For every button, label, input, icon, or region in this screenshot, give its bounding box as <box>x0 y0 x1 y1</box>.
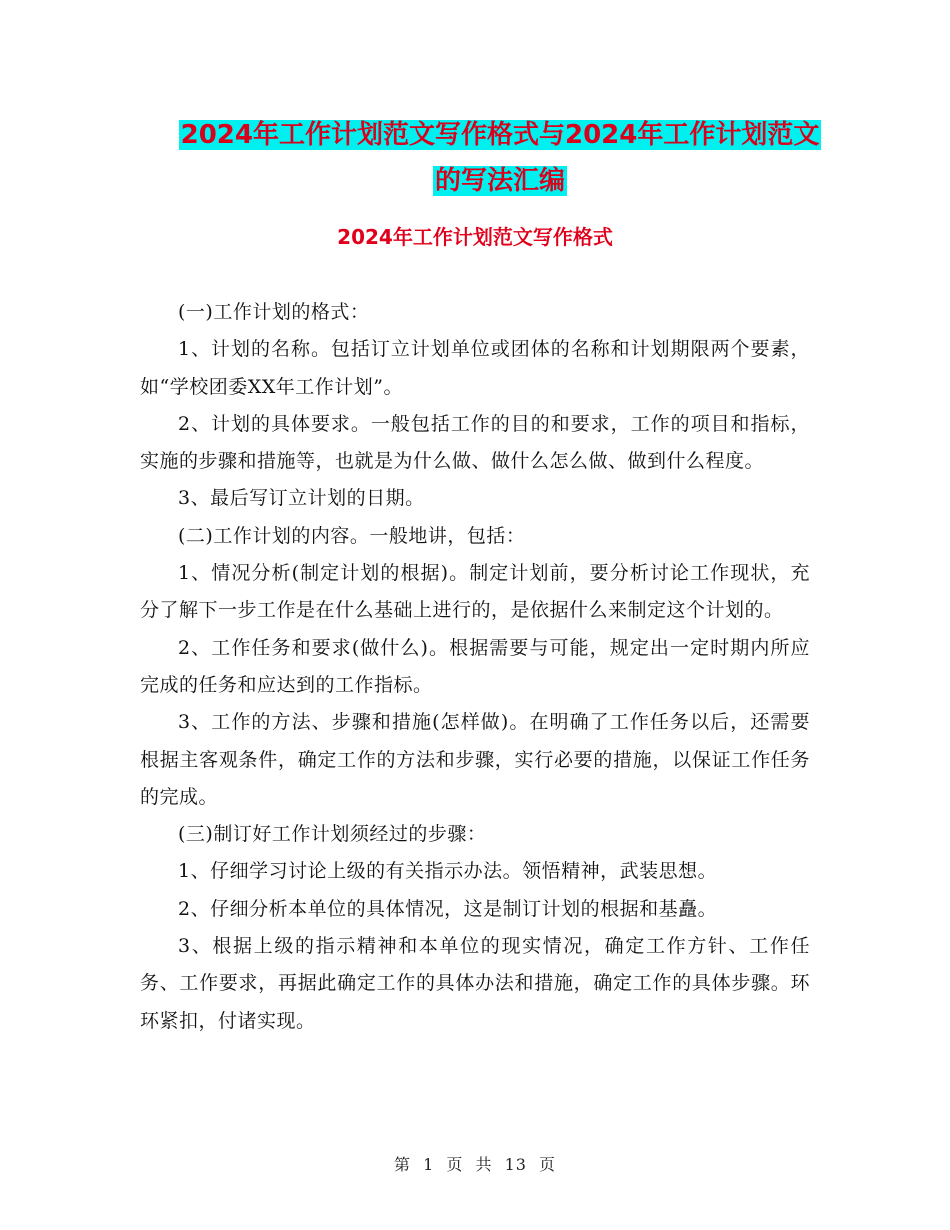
paragraph: (三)制订好工作计划须经过的步骤： <box>178 823 487 846</box>
paragraph: 2、仔细分析本单位的具体情况，这是制订计划的根据和基矗。 <box>178 897 718 920</box>
paragraph: 1、仔细学习讨论上级的有关指示办法。领悟精神，武装思想。 <box>178 860 718 883</box>
document-title <box>140 112 860 204</box>
paragraph: 2、工作任务和要求(做什么)。根据需要与可能，规定出一定时期内所应完成的任务和应达到的工作指标。 <box>140 636 810 696</box>
paragraph: 3、最后写订立计划的日期。 <box>178 487 425 510</box>
paragraph: 2、计划的具体要求。一般包括工作的目的和要求，工作的项目和指标，实施的步骤和措施等，也就是为什么做、做什么怎么做、做到什么程度。 <box>140 412 810 473</box>
paragraph: 3、根据上级的指示精神和本单位的现实情况，确定工作方针、工作任务、工作要求，再据此确定工作的具体办法和措施，确定工作的具体步骤。环环紧扣，付诸实现。 <box>140 935 810 1032</box>
paragraph: 1、计划的名称。包括订立计划单位或团体的名称和计划期限两个要素，如“学校团委XX年工作计划”。 <box>140 338 810 398</box>
paragraph: (二)工作计划的内容。一般地讲，包括： <box>178 524 526 547</box>
title-line-2: 的写法汇编 <box>434 166 565 196</box>
paragraph: (一)工作计划的格式： <box>178 301 370 323</box>
document-body <box>140 294 810 1040</box>
footer-total-pages: 13 <box>504 1155 527 1174</box>
page-footer <box>0 1154 950 1176</box>
footer-total-word: 共 <box>475 1155 493 1174</box>
footer-prefix: 第 <box>393 1155 411 1174</box>
paragraph: 3、工作的方法、步骤和措施(怎样做)。在明确了工作任务以后，还需要根据主客观条件，确定工作的方法和步骤，实行必要的措施，以保证工作任务的完成。 <box>140 711 810 808</box>
footer-current-page: 1 <box>423 1155 435 1174</box>
section-title: 2024年工作计划范文写作格式 <box>337 225 613 249</box>
title-line-1: 2024年工作计划范文写作格式与2024年工作计划范文 <box>180 120 820 150</box>
footer-page-word: 页 <box>446 1155 464 1174</box>
paragraph: 1、情况分析(制定计划的根据)。制定计划前，要分析讨论工作现状，充分了解下一步工作是在什么基础上进行的，是依据什么来制定这个计划的。 <box>140 562 810 622</box>
footer-suffix: 页 <box>539 1155 557 1174</box>
